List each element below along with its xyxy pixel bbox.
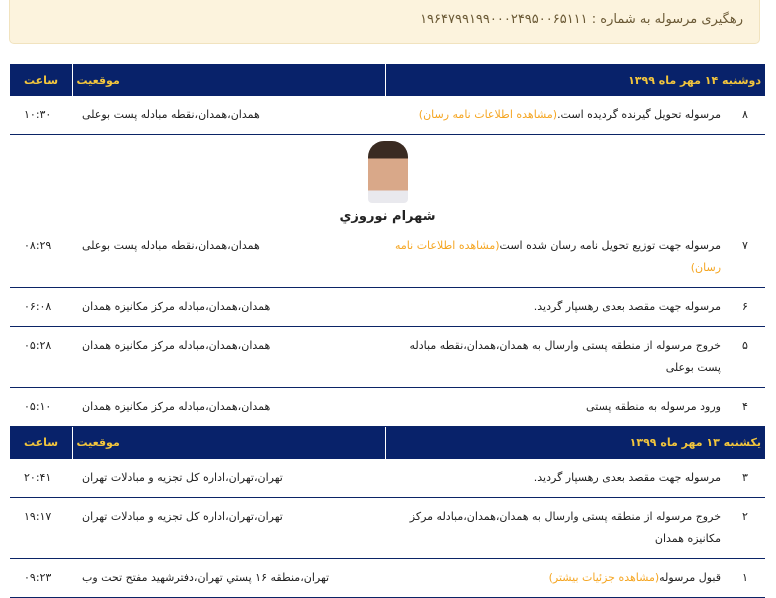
row-number: ۶ bbox=[725, 288, 765, 327]
postman-photo bbox=[368, 141, 408, 203]
table-row bbox=[10, 288, 765, 327]
row-time: ۱۹:۱۷ bbox=[10, 497, 72, 558]
table-row bbox=[10, 459, 765, 498]
row-number: ۸ bbox=[725, 96, 765, 135]
table-row bbox=[10, 227, 765, 288]
row-location: تهران،منطقه ۱۶ پستي تهران،دفترشهید مفتح تحت وب bbox=[72, 558, 385, 597]
table-row bbox=[10, 96, 765, 135]
view-postman-link[interactable]: (مشاهده اطلاعات نامه رسان) bbox=[418, 108, 558, 121]
row-time: ۰۹:۲۳ bbox=[10, 558, 72, 597]
row-time: ۲۰:۴۱ bbox=[10, 459, 72, 498]
row-location: تهران،تهران،اداره کل تجزیه و مبادلات تهران bbox=[72, 459, 385, 498]
row-description: خروج مرسوله از منطقه پستی وارسال به همدان،همدان،مبادله مرکز مکانیزه همدان bbox=[385, 497, 725, 558]
time-header: ساعت bbox=[10, 427, 72, 459]
row-time: ۰۶:۰۸ bbox=[10, 288, 72, 327]
table-row bbox=[10, 497, 765, 558]
row-location: تهران،تهران،اداره کل تجزیه و مبادلات تهران bbox=[72, 497, 385, 558]
row-description bbox=[385, 96, 725, 135]
row-location: همدان،همدان،نقطه مبادله پست بوعلی bbox=[72, 227, 385, 288]
day-header bbox=[10, 427, 765, 459]
tracking-title: رهگیری مرسوله به شماره : ۱۹۶۴۷۹۹۱۹۹۰۰۰۲۴۹۵۰۰۶۵۱۱۱ bbox=[420, 12, 743, 27]
table-row bbox=[10, 388, 765, 427]
postman-card bbox=[10, 135, 765, 228]
row-number: ۴ bbox=[725, 388, 765, 427]
time-header: ساعت bbox=[10, 64, 72, 96]
table-row bbox=[10, 558, 765, 597]
day-date: یکشنبه ۱۳ مهر ماه ۱۳۹۹ bbox=[385, 427, 765, 459]
view-details-link[interactable]: (مشاهده جزئیات بیشتر) bbox=[548, 570, 660, 584]
postman-row bbox=[10, 135, 765, 228]
row-time: ۱۰:۳۰ bbox=[10, 96, 72, 135]
day-header bbox=[10, 64, 765, 96]
row-number: ۷ bbox=[725, 227, 765, 288]
row-number: ۳ bbox=[725, 459, 765, 498]
view-postman-link[interactable]: (مشاهده اطلاعات نامه رسان) bbox=[395, 239, 721, 274]
row-description: مرسوله جهت مقصد بعدی رهسپار گردید. bbox=[385, 288, 725, 327]
row-time: ۰۵:۲۸ bbox=[10, 327, 72, 388]
row-description bbox=[385, 227, 725, 288]
desc-text: قبول مرسوله bbox=[659, 570, 721, 584]
row-number: ۲ bbox=[725, 497, 765, 558]
location-header: موقعیت bbox=[72, 427, 385, 459]
row-description: مرسوله جهت مقصد بعدی رهسپار گردید. bbox=[385, 459, 725, 498]
location-header: موقعیت bbox=[72, 64, 385, 96]
table-row bbox=[10, 327, 765, 388]
row-time: ۰۵:۱۰ bbox=[10, 388, 72, 427]
row-description bbox=[385, 558, 725, 597]
row-description: خروج مرسوله از منطقه پستی وارسال به همدان،همدان،نقطه مبادله پست بوعلی bbox=[385, 327, 725, 388]
tracking-table bbox=[10, 64, 765, 598]
row-location: همدان،همدان،مبادله مرکز مکانیزه همدان bbox=[72, 388, 385, 427]
row-number: ۱ bbox=[725, 558, 765, 597]
row-location: همدان،همدان،مبادله مرکز مکانیزه همدان bbox=[72, 327, 385, 388]
tracking-banner bbox=[9, 0, 760, 44]
desc-text: مرسوله تحویل گیرنده گردیده است. bbox=[557, 108, 721, 121]
row-location: همدان،همدان،مبادله مرکز مکانیزه همدان bbox=[72, 288, 385, 327]
row-time: ۰۸:۲۹ bbox=[10, 227, 72, 288]
postman-name: شهرام نوروزي bbox=[339, 209, 436, 224]
row-description: ورود مرسوله به منطقه پستی bbox=[385, 388, 725, 427]
row-number: ۵ bbox=[725, 327, 765, 388]
day-date: دوشنبه ۱۴ مهر ماه ۱۳۹۹ bbox=[385, 64, 765, 96]
row-location: همدان،همدان،نقطه مبادله پست بوعلی bbox=[72, 96, 385, 135]
desc-text: مرسوله جهت توزیع تحویل نامه رسان شده است bbox=[499, 239, 721, 252]
